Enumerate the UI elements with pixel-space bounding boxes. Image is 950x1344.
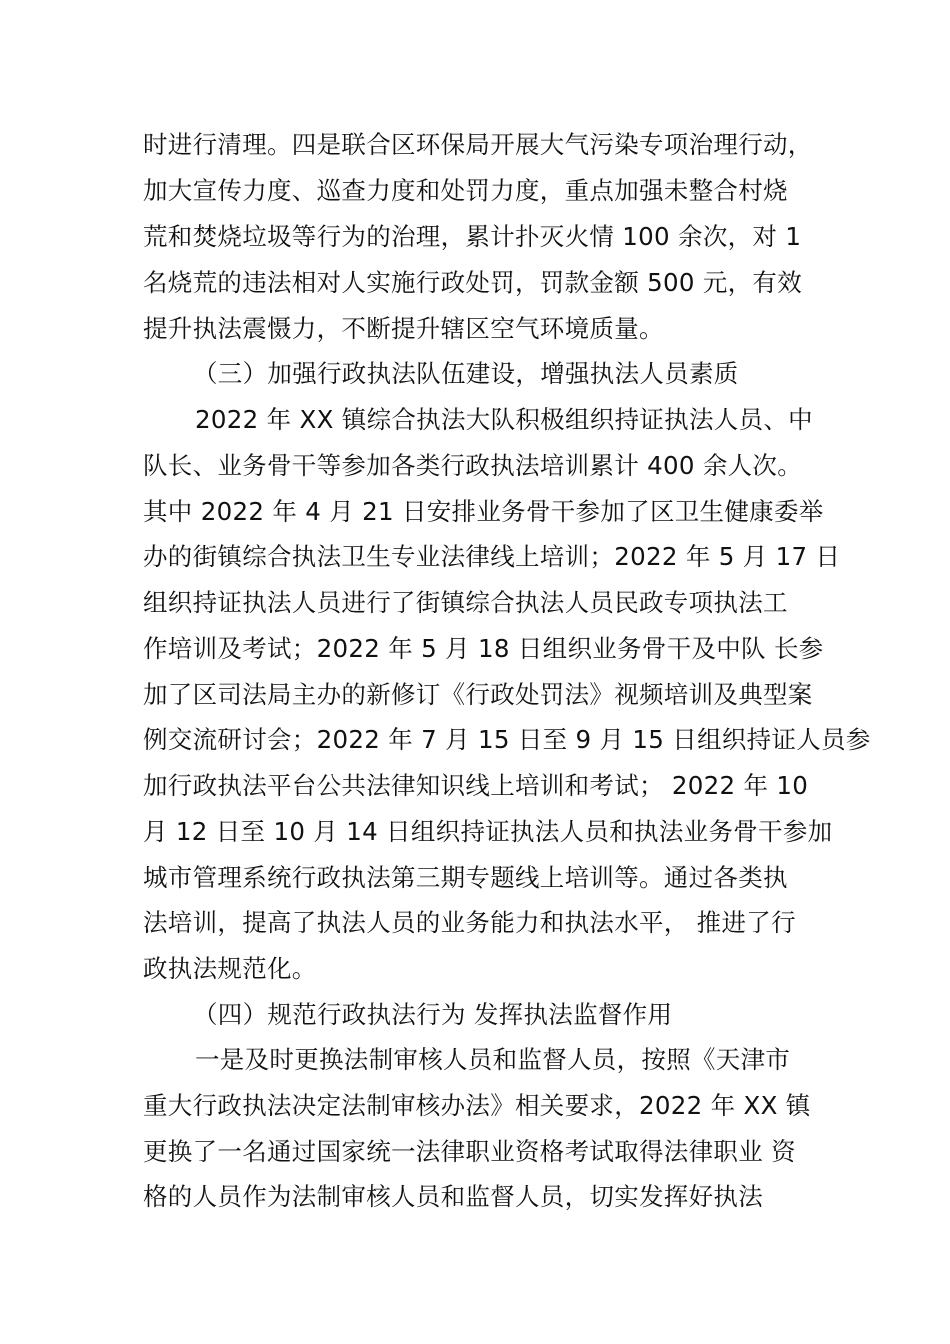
text-line-22: 重大行政执法决定法制审核办法》相关要求，2022 年 XX 镇: [143, 1091, 811, 1120]
text-line-13: 加了区司法局主办的新修订《行政处罚法》视频培训及典型案: [143, 680, 813, 709]
text-line-3: 荒和焚烧垃圾等行为的治理，累计扑灭火情 100 余次，对 1: [143, 222, 802, 251]
text-line-8: 队长、业务骨干等参加各类行政执法培训累计 400 余人次。: [143, 451, 803, 480]
section-heading-4: （四）规范行政执法行为 发挥执法监督作用: [193, 1000, 673, 1029]
text-line-9: 其中 2022 年 4 月 21 日安排业务骨干参加了区卫生健康委举: [143, 497, 824, 526]
text-line-12: 作培训及考试；2022 年 5 月 18 日组织业务骨干及中队 长参: [143, 634, 824, 663]
text-line-2: 加大宣传力度、巡查力度和处罚力度，重点加强未整合村烧: [143, 176, 788, 205]
text-line-23: 更换了一名通过国家统一法律职业资格考试取得法律职业 资: [143, 1137, 796, 1166]
text-line-21: 一是及时更换法制审核人员和监督人员，按照《天津市: [195, 1045, 791, 1074]
text-line-16: 月 12 日至 10 月 14 日组织持证执法人员和执法业务骨干参加: [143, 817, 833, 846]
text-line-10: 办的街镇综合执法卫生专业法律线上培训；2022 年 5 月 17 日: [143, 542, 841, 571]
text-line-14: 例交流研讨会；2022 年 7 月 15 日至 9 月 15 日组织持证人员参: [143, 725, 871, 754]
section-heading-3: （三）加强行政执法队伍建设，增强执法人员素质: [193, 359, 739, 388]
text-line-15: 加行政执法平台公共法律知识线上培训和考试； 2022 年 10: [143, 771, 809, 800]
text-line-1: 时进行清理。四是联合区环保局开展大气污染专项治理行动，: [143, 130, 813, 159]
text-line-24: 格的人员作为法制审核人员和监督人员，切实发挥好执法: [143, 1182, 763, 1211]
text-line-5: 提升执法震慑力，不断提升辖区空气环境质量。: [143, 314, 664, 343]
text-line-4: 名烧荒的违法相对人实施行政处罚，罚款金额 500 元，有效: [143, 268, 803, 297]
text-line-18: 法培训，提高了执法人员的业务能力和执法水平， 推进了行: [143, 908, 796, 937]
text-line-7: 2022 年 XX 镇综合执法大队积极组织持证执法人员、中: [195, 405, 813, 434]
text-line-19: 政执法规范化。: [143, 954, 317, 983]
text-line-11: 组织持证执法人员进行了街镇综合执法人员民政专项执法工: [143, 588, 788, 617]
text-line-17: 城市管理系统行政执法第三期专题线上培训等。通过各类执: [143, 863, 788, 892]
